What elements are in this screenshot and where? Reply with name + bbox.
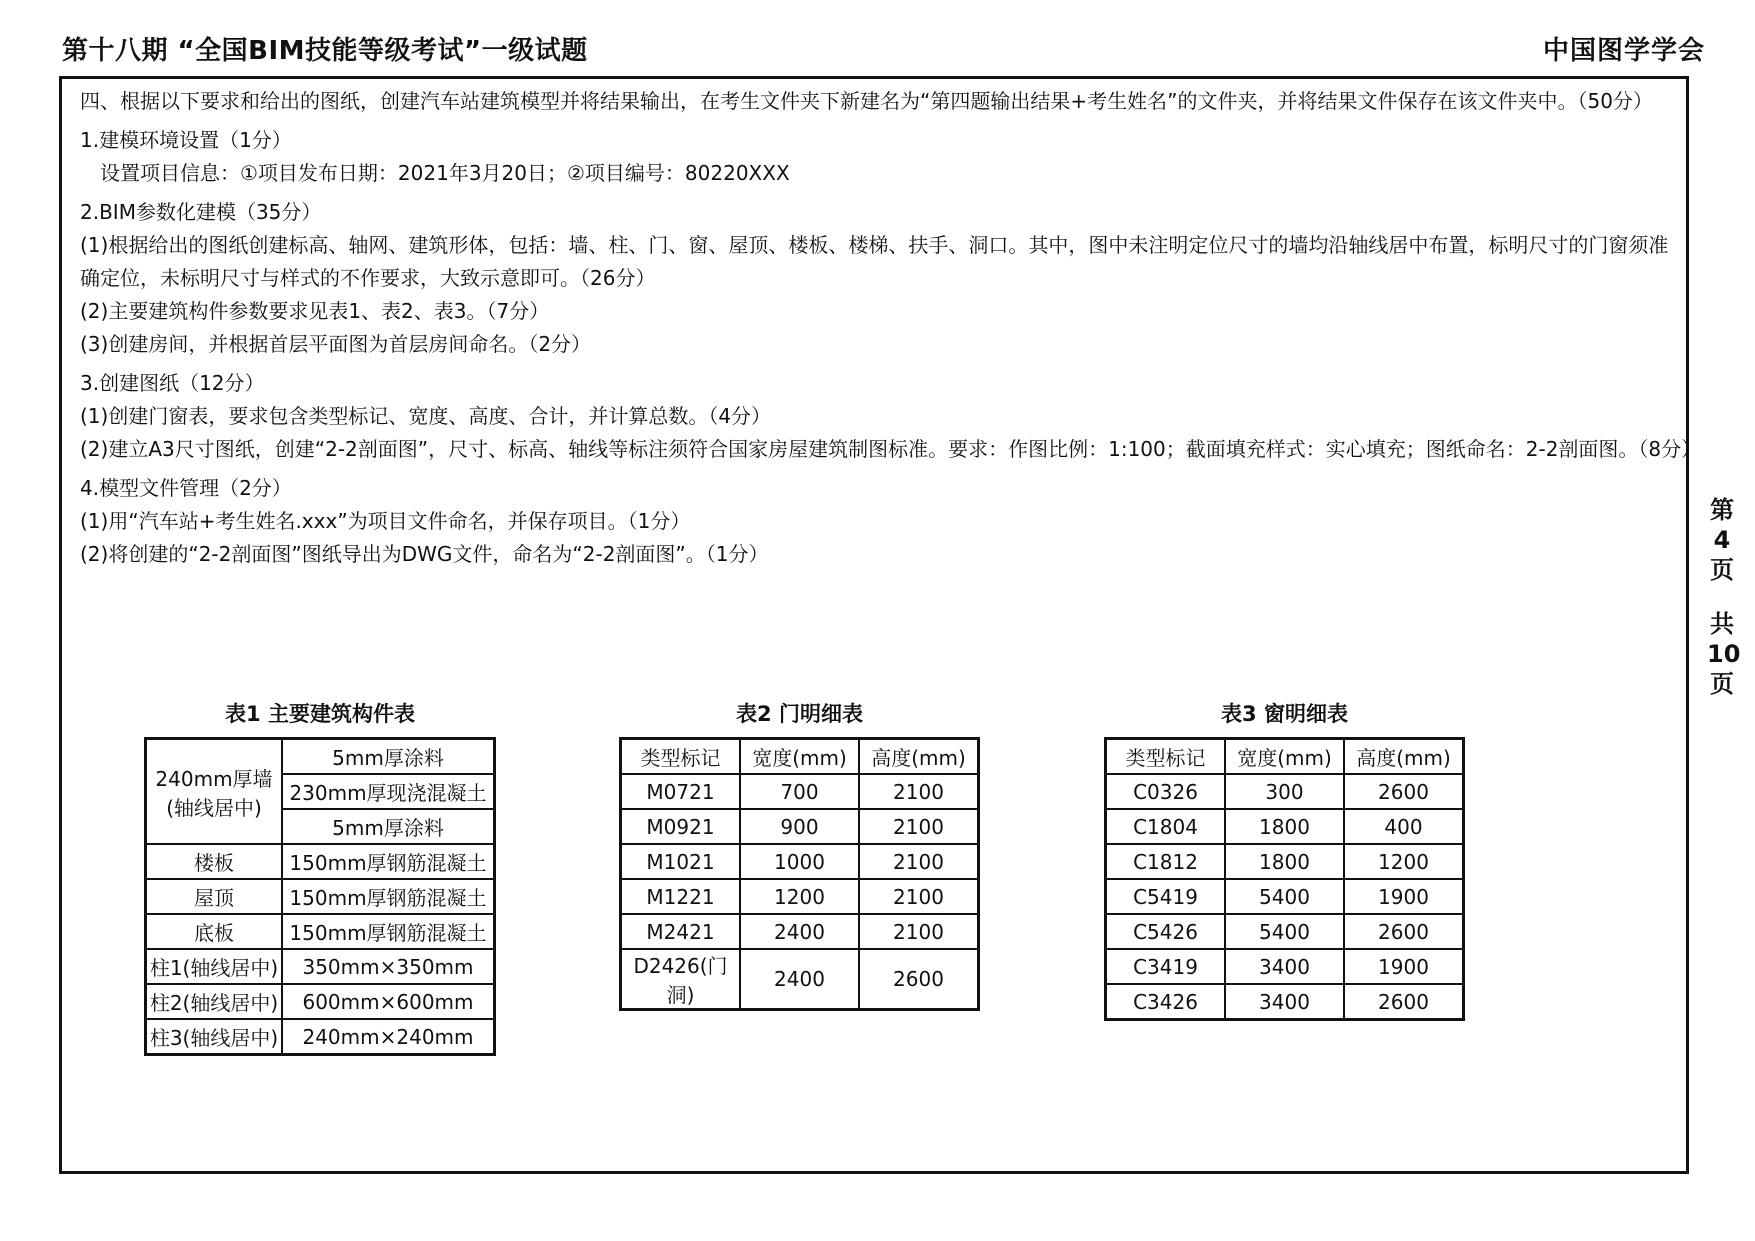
column-header: 宽度(mm) <box>740 739 859 775</box>
table-row <box>621 914 979 949</box>
table-1-block <box>144 701 496 1056</box>
table-cell: 1200 <box>740 879 859 914</box>
table-1-title: 表1 主要建筑构件表 <box>225 702 415 726</box>
table-cell: 3400 <box>1225 949 1344 984</box>
table-cell: M1021 <box>621 844 741 879</box>
section-3-line-2: (2)建立A3尺寸图纸，创建“2-2剖面图”，尺寸、标高、轴线等标注须符合国家房屋建筑制图标准。要求：作图比例：1:100；截面填充样式：实心填充；图纸命名：2-2剖面图。（8分） <box>80 437 1702 461</box>
table-row <box>146 1019 495 1055</box>
table-cell: 5400 <box>1225 914 1344 949</box>
table-row <box>146 844 495 879</box>
table-cell: 柱1(轴线居中) <box>146 949 283 984</box>
wall-label-2: (轴线居中) <box>166 795 262 820</box>
table-cell: C5419 <box>1106 879 1226 914</box>
section-4-title: 4.模型文件管理（2分） <box>80 476 292 500</box>
table-cell: 2600 <box>1344 984 1464 1020</box>
table-row <box>146 739 495 775</box>
table-cell: 2400 <box>740 914 859 949</box>
table-3-title: 表3 窗明细表 <box>1221 702 1348 726</box>
table-cell: C5426 <box>1106 914 1226 949</box>
section-2-line-3: (3)创建房间，并根据首层平面图为首层房间命名。（2分） <box>80 332 592 356</box>
table-row <box>146 914 495 949</box>
table-row <box>1106 879 1464 914</box>
exam-title: 第十八期 “全国BIM技能等级考试”一级试题 <box>62 36 588 66</box>
question-content <box>80 85 1702 571</box>
table-cell: 700 <box>740 774 859 809</box>
table-cell: 1800 <box>1225 844 1344 879</box>
table-cell: D2426(门洞) <box>621 949 741 1010</box>
table-cell: 1900 <box>1344 949 1464 984</box>
table-2 <box>619 737 980 1011</box>
organization-name: 中国图学学会 <box>1542 36 1705 66</box>
table-cell: 2100 <box>859 879 979 914</box>
section-2-title: 2.BIM参数化建模（35分） <box>80 200 322 224</box>
table-cell: 柱3(轴线居中) <box>146 1019 283 1055</box>
table-row <box>621 844 979 879</box>
table-cell: M2421 <box>621 914 741 949</box>
table-cell: 150mm厚钢筋混凝土 <box>282 844 495 879</box>
table-cell: 2100 <box>859 914 979 949</box>
table-cell: 230mm厚现浇混凝土 <box>282 774 495 809</box>
table-row <box>1106 949 1464 984</box>
table-cell: 屋顶 <box>146 879 283 914</box>
table-cell: 150mm厚钢筋混凝土 <box>282 879 495 914</box>
table-cell: 240mm×240mm <box>282 1019 495 1055</box>
column-header: 类型标记 <box>621 739 741 775</box>
page-marker-char: 第 <box>1710 496 1734 524</box>
table-cell: 1800 <box>1225 809 1344 844</box>
table-row <box>146 879 495 914</box>
table-cell: 柱2(轴线居中) <box>146 984 283 1019</box>
table-3-block <box>1104 701 1465 1021</box>
table-cell <box>146 739 283 845</box>
total-pages: 10 <box>1707 640 1741 668</box>
table-cell: 3400 <box>1225 984 1344 1020</box>
table-row <box>621 949 979 1010</box>
table-cell: C3426 <box>1106 984 1226 1020</box>
table-cell: 2100 <box>859 774 979 809</box>
table-cell: 5mm厚涂料 <box>282 809 495 844</box>
column-header: 高度(mm) <box>1344 739 1464 775</box>
table-row <box>1106 809 1464 844</box>
table-cell: M0921 <box>621 809 741 844</box>
table-cell: 350mm×350mm <box>282 949 495 984</box>
table-cell: C0326 <box>1106 774 1226 809</box>
table-row <box>621 809 979 844</box>
table-cell: 1000 <box>740 844 859 879</box>
table-cell: 2600 <box>1344 914 1464 949</box>
table-cell: 1900 <box>1344 879 1464 914</box>
table-2-title: 表2 门明细表 <box>736 702 863 726</box>
page-frame <box>59 76 1702 1174</box>
section-3-title: 3.创建图纸（12分） <box>80 371 265 395</box>
table-cell: 5mm厚涂料 <box>282 739 495 775</box>
table-cell: 300 <box>1225 774 1344 809</box>
wall-label-1: 240mm厚墙 <box>155 766 273 791</box>
table-row <box>146 984 495 1019</box>
table-row <box>1106 844 1464 879</box>
column-header: 宽度(mm) <box>1225 739 1344 775</box>
table-header-row <box>621 739 979 775</box>
table-row <box>621 879 979 914</box>
table-cell: 900 <box>740 809 859 844</box>
page-number-marker <box>1707 495 1741 699</box>
section-2-line-2: (2)主要建筑构件参数要求见表1、表2、表3。（7分） <box>80 299 550 323</box>
table-cell: 1200 <box>1344 844 1464 879</box>
table-cell: 2100 <box>859 809 979 844</box>
column-header: 类型标记 <box>1106 739 1226 775</box>
page-number: 4 <box>1713 526 1731 554</box>
section-1-title: 1.建模环境设置（1分） <box>80 128 292 152</box>
table-3 <box>1104 737 1465 1021</box>
table-2-block <box>619 701 980 1011</box>
question-intro: 四、根据以下要求和给出的图纸，创建汽车站建筑模型并将结果输出，在考生文件夹下新建名为“第四题输出结果+考生姓名”的文件夹，并将结果文件保存在该文件夹中。（50分） <box>80 89 1653 113</box>
table-cell: C1812 <box>1106 844 1226 879</box>
table-row <box>621 774 979 809</box>
table-row <box>1106 774 1464 809</box>
column-header: 高度(mm) <box>859 739 979 775</box>
table-row <box>1106 984 1464 1020</box>
table-cell: 150mm厚钢筋混凝土 <box>282 914 495 949</box>
section-1-line-1: 设置项目信息：①项目发布日期：2021年3月20日；②项目编号：80220XXX <box>100 161 790 185</box>
table-cell: 2600 <box>1344 774 1464 809</box>
page-marker-char: 共 <box>1710 610 1734 638</box>
table-cell: C3419 <box>1106 949 1226 984</box>
table-cell: 2100 <box>859 844 979 879</box>
section-4-line-2: (2)将创建的“2-2剖面图”图纸导出为DWG文件，命名为“2-2剖面图”。（1分） <box>80 542 769 566</box>
table-cell: 2400 <box>740 949 859 1010</box>
table-cell: 600mm×600mm <box>282 984 495 1019</box>
table-row <box>1106 914 1464 949</box>
table-row <box>146 949 495 984</box>
table-cell: 楼板 <box>146 844 283 879</box>
table-cell: 400 <box>1344 809 1464 844</box>
table-cell: 底板 <box>146 914 283 949</box>
table-cell: 2600 <box>859 949 979 1010</box>
page-marker-char: 页 <box>1710 556 1734 584</box>
table-cell: C1804 <box>1106 809 1226 844</box>
table-cell: M0721 <box>621 774 741 809</box>
page-marker-char: 页 <box>1710 670 1734 698</box>
section-2-line-1: (1)根据给出的图纸创建标高、轴网、建筑形体，包括：墙、柱、门、窗、屋顶、楼板、楼梯、扶手、洞口。其中，图中未注明定位尺寸的墙均沿轴线居中布置，标明尺寸的门窗须准确定位，未标明尺寸与样式的不作要求，大致示意即可。（26分） <box>80 233 1669 290</box>
section-4-line-1: (1)用“汽车站+考生姓名.xxx”为项目文件命名，并保存项目。（1分） <box>80 509 691 533</box>
section-3-line-1: (1)创建门窗表，要求包含类型标记、宽度、高度、合计，并计算总数。（4分） <box>80 404 772 428</box>
table-cell: 5400 <box>1225 879 1344 914</box>
table-1 <box>144 737 496 1056</box>
table-cell: M1221 <box>621 879 741 914</box>
table-header-row <box>1106 739 1464 775</box>
